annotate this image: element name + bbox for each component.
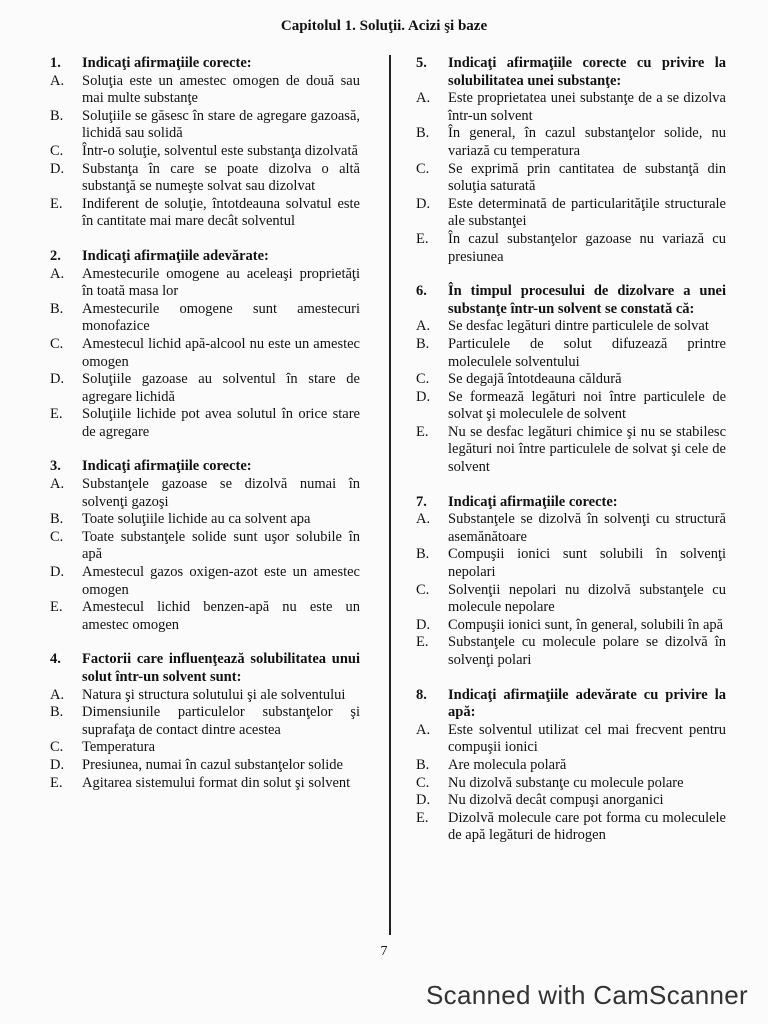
- option-letter: D.: [50, 564, 65, 581]
- answer-option: [416, 125, 726, 160]
- right-column: [416, 55, 726, 862]
- question-number: 8.: [416, 686, 427, 703]
- answer-option: [50, 599, 360, 634]
- option-text: Dizolvă molecule care pot forma cu moleculele de apă legături de hidrogen: [448, 809, 726, 844]
- answer-option: [50, 739, 360, 757]
- question-text: În timpul procesului de dizolvare a unei substanţe într-un solvent se constată că:: [448, 283, 726, 317]
- answer-option: [416, 757, 726, 775]
- answer-option: [50, 564, 360, 599]
- option-text: Particulele de solut difuzează printre moleculele solventului: [448, 335, 726, 370]
- option-text: Soluţiile se găsesc în stare de agregare gazoasă, lichidă sau solidă: [82, 107, 360, 142]
- option-text: Presiunea, numai în cazul substanţelor solide: [82, 756, 343, 773]
- answer-option: [50, 196, 360, 231]
- answer-option: [50, 73, 360, 108]
- answer-option: [416, 792, 726, 810]
- option-text: Este proprietatea unei substanţe de a se dizolva într-un solvent: [448, 90, 726, 124]
- option-letter: D.: [416, 388, 431, 405]
- option-text: Soluţiile lichide pot avea solutul în orice stare de agregare: [82, 406, 360, 440]
- answer-option: [50, 371, 360, 406]
- option-text: Se degajă întotdeauna căldură: [448, 371, 622, 388]
- option-text: Amestecul lichid apă-alcool nu este un amestec omogen: [82, 335, 360, 370]
- question-heading: [50, 458, 360, 476]
- option-text: Substanţele gazoase se dizolvă numai în solvenţi gazoşi: [82, 476, 360, 510]
- question-block: [416, 55, 726, 266]
- option-text: Substanţele cu molecule polare se dizolvă în solvenţi polari: [448, 634, 726, 668]
- question-number: 3.: [50, 458, 61, 475]
- answer-option: [416, 196, 726, 231]
- answer-option: [416, 634, 726, 669]
- option-letter: B.: [416, 756, 430, 773]
- scanner-watermark: Scanned with CamScanner: [426, 980, 748, 1010]
- option-text: Se formează legături noi între particulele de solvat şi moleculele de solvent: [448, 388, 726, 423]
- question-block: [50, 55, 360, 231]
- page-number: 7: [380, 944, 388, 959]
- option-letter: B.: [416, 125, 430, 142]
- option-text: Nu dizolvă decât compuşi anorganici: [448, 792, 664, 809]
- option-text: Toate soluţiile lichide au ca solvent apa: [82, 511, 311, 528]
- answer-option: [416, 161, 726, 196]
- option-letter: D.: [50, 756, 65, 773]
- option-text: Soluţia este un amestec omogen de două sau mai multe substanţe: [82, 72, 360, 107]
- question-heading: [50, 651, 360, 686]
- question-text: Indicaţi afirmaţiile adevărate cu privire la apă:: [448, 686, 726, 721]
- answer-option: [416, 389, 726, 424]
- option-letter: D.: [416, 616, 431, 633]
- option-text: Compuşii ionici sunt, în general, solubili în apă: [448, 616, 724, 633]
- option-text: În general, în cazul substanţelor solide, nu variază cu temperatura: [448, 125, 726, 159]
- option-letter: D.: [416, 792, 431, 809]
- question-text: Indicaţi afirmaţiile corecte:: [82, 55, 252, 71]
- option-text: Are molecula polară: [448, 756, 567, 773]
- question-heading: [416, 283, 726, 318]
- answer-option: [416, 318, 726, 336]
- option-letter: E.: [416, 230, 429, 247]
- option-letter: C.: [416, 371, 430, 388]
- column-divider: [389, 55, 391, 935]
- answer-option: [416, 810, 726, 845]
- answer-option: [50, 108, 360, 143]
- answer-option: [416, 371, 726, 389]
- option-letter: C.: [416, 160, 430, 177]
- answer-option: [416, 424, 726, 477]
- option-letter: D.: [50, 160, 65, 177]
- option-letter: C.: [416, 774, 430, 791]
- option-text: În cazul substanţelor gazoase nu variază cu presiunea: [448, 230, 726, 265]
- question-heading: [416, 55, 726, 90]
- question-text: Indicaţi afirmaţiile corecte:: [448, 493, 618, 510]
- option-letter: E.: [50, 774, 63, 791]
- option-letter: C.: [50, 739, 64, 756]
- option-letter: D.: [416, 195, 431, 212]
- question-number: 2.: [50, 247, 61, 264]
- answer-option: [416, 511, 726, 546]
- option-letter: D.: [50, 371, 65, 388]
- option-text: Soluţiile gazoase au solventul în stare de agregare lichidă: [82, 371, 360, 405]
- option-letter: B.: [50, 511, 64, 528]
- answer-option: [416, 90, 726, 125]
- option-letter: E.: [416, 634, 429, 651]
- answer-option: [50, 161, 360, 196]
- option-text: Compuşii ionici sunt solubili în solvenţi nepolari: [448, 546, 726, 581]
- option-letter: E.: [50, 406, 63, 423]
- answer-option: [50, 406, 360, 441]
- question-heading: [50, 55, 360, 73]
- option-letter: B.: [50, 107, 64, 124]
- option-text: Este determinată de particularităţile structurale ale substanţei: [448, 195, 726, 230]
- option-text: Solvenţii nepolari nu dizolvă substanţele cu molecule nepolare: [448, 581, 726, 616]
- option-letter: A.: [416, 721, 431, 738]
- option-letter: C.: [416, 581, 430, 598]
- answer-option: [416, 722, 726, 757]
- option-text: Amestecul lichid benzen-apă nu este un amestec omogen: [82, 599, 360, 633]
- answer-option: [416, 582, 726, 617]
- option-text: Agitarea sistemului format din solut şi solvent: [82, 774, 351, 791]
- question-number: 7.: [416, 493, 427, 510]
- option-letter: E.: [50, 599, 63, 616]
- answer-option: [416, 336, 726, 371]
- question-text: Indicaţi afirmaţiile corecte cu privire la solubilitatea unei substanţe:: [448, 55, 726, 89]
- answer-option: [50, 511, 360, 529]
- option-letter: A.: [50, 686, 65, 703]
- question-number: 6.: [416, 283, 427, 300]
- option-letter: C.: [50, 528, 64, 545]
- answer-option: [416, 617, 726, 635]
- answer-option: [50, 336, 360, 371]
- option-letter: C.: [50, 142, 64, 159]
- answer-option: [50, 757, 360, 775]
- answer-option: [50, 476, 360, 511]
- answer-option: [50, 704, 360, 739]
- option-letter: E.: [50, 195, 63, 212]
- answer-option: [416, 231, 726, 266]
- option-letter: A.: [416, 318, 431, 335]
- question-heading: [50, 248, 360, 266]
- option-letter: E.: [416, 809, 429, 826]
- question-block: [416, 687, 726, 845]
- answer-option: [416, 546, 726, 581]
- option-letter: A.: [50, 72, 65, 89]
- option-text: Natura şi structura solutului şi ale solventului: [82, 686, 346, 703]
- question-text: Indicaţi afirmaţiile adevărate:: [82, 247, 269, 264]
- option-letter: B.: [416, 335, 430, 352]
- answer-option: [50, 687, 360, 705]
- question-block: [50, 651, 360, 792]
- option-letter: A.: [416, 511, 431, 528]
- option-text: Substanţa în care se poate dizolva o altă substanţă se numeşte solvat sau dizolvat: [82, 160, 360, 195]
- question-block: [50, 458, 360, 634]
- question-heading: [416, 687, 726, 722]
- answer-option: [50, 529, 360, 564]
- option-letter: B.: [50, 300, 64, 317]
- answer-option: [50, 266, 360, 301]
- question-heading: [416, 494, 726, 512]
- option-letter: A.: [416, 90, 431, 107]
- question-block: [50, 248, 360, 442]
- answer-option: [50, 301, 360, 336]
- answer-option: [416, 775, 726, 793]
- option-text: Dimensiunile particulelor substanţelor şi suprafaţa de contact dintre acestea: [82, 704, 360, 738]
- question-number: 4.: [50, 651, 61, 668]
- question-text: Factorii care influenţează solubilitatea unui solut într-un solvent sunt:: [82, 651, 360, 685]
- question-number: 5.: [416, 55, 427, 71]
- option-letter: A.: [50, 265, 65, 282]
- option-text: Într-o soluţie, solventul este substanţa dizolvată: [82, 142, 358, 159]
- option-text: Nu dizolvă substanţe cu molecule polare: [448, 774, 684, 791]
- option-text: Substanţele se dizolvă în solvenţi cu structură asemănătoare: [448, 511, 726, 545]
- option-text: Amestecurile omogene au aceleaşi proprietăţi în toată masa lor: [82, 265, 360, 300]
- option-text: Temperatura: [82, 739, 156, 756]
- option-text: Amestecurile omogene sunt amestecuri monofazice: [82, 300, 360, 335]
- option-letter: B.: [50, 704, 64, 721]
- question-block: [416, 494, 726, 670]
- option-text: Amestecul gazos oxigen-azot este un amestec omogen: [82, 564, 360, 598]
- answer-option: [50, 143, 360, 161]
- question-block: [416, 283, 726, 477]
- option-text: Se desfac legături dintre particulele de solvat: [448, 318, 709, 335]
- option-letter: B.: [416, 546, 430, 563]
- option-text: Nu se desfac legături chimice şi nu se stabilesc legături noi între particulele de solvat şi cele de solvent: [448, 423, 726, 476]
- option-text: Se exprimă prin cantitatea de substanţă din soluţia saturată: [448, 160, 726, 195]
- answer-option: [50, 775, 360, 793]
- option-letter: E.: [416, 423, 429, 440]
- option-letter: C.: [50, 335, 64, 352]
- question-number: 1.: [50, 55, 61, 71]
- option-text: Indiferent de soluţie, întotdeauna solvatul este în cantitate mai mare decât solventul: [82, 195, 360, 230]
- question-text: Indicaţi afirmaţiile corecte:: [82, 458, 252, 475]
- page-title: Capitolul 1. Soluţii. Acizi şi baze: [280, 18, 488, 34]
- option-text: Toate substanţele solide sunt uşor solubile în apă: [82, 528, 360, 563]
- left-column: [50, 55, 360, 809]
- option-letter: A.: [50, 476, 65, 493]
- option-text: Este solventul utilizat cel mai frecvent pentru compuşii ionici: [448, 721, 726, 756]
